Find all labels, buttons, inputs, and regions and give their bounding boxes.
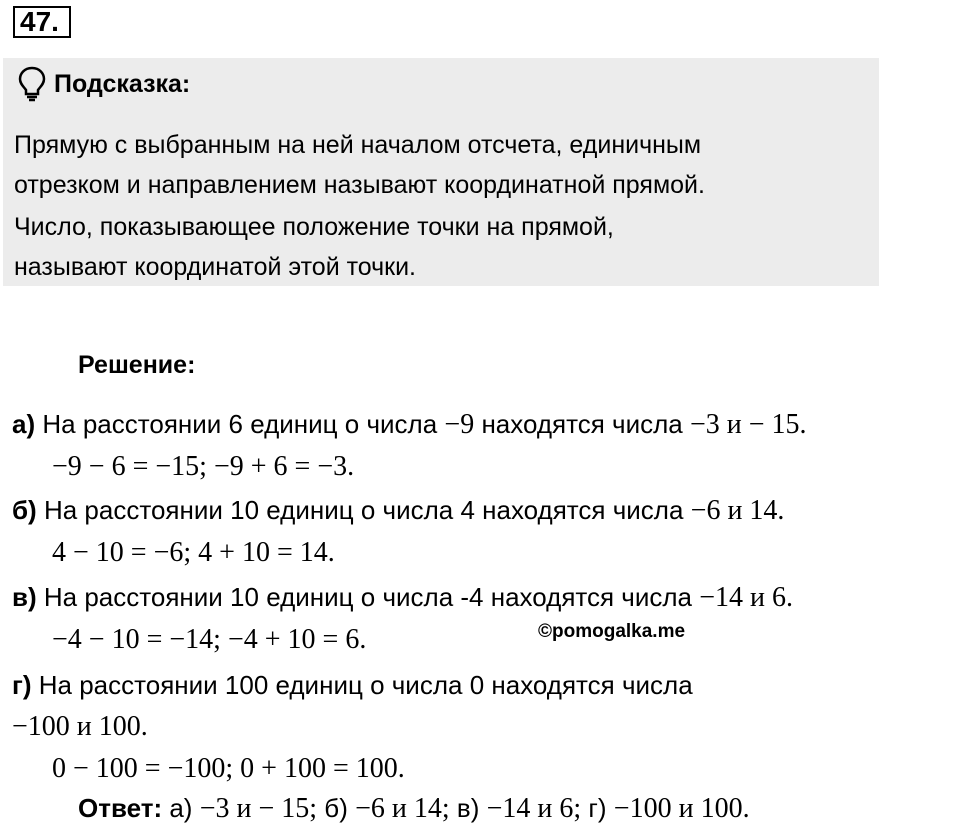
- part-g-line: [12, 668, 693, 702]
- part-g-text: На расстоянии 100 единиц о числа 0 находятся числа: [38, 670, 693, 700]
- part-a-result: −3 и − 15.: [689, 409, 807, 440]
- part-b-label: б): [12, 495, 37, 525]
- part-a-line: [12, 407, 807, 442]
- hint-line: называют координатой этой точки.: [14, 253, 417, 281]
- part-a-label: а): [12, 409, 36, 439]
- answer-a-label: а): [169, 793, 193, 823]
- part-a-verb: находятся числа: [481, 409, 683, 439]
- watermark: ©pomogalka.me: [538, 621, 686, 642]
- lightbulb-icon: [17, 66, 47, 102]
- part-b-calc: 4 − 10 = −6; 4 + 10 = 14.: [52, 537, 335, 568]
- part-g-result: −100 и 100.: [12, 711, 148, 742]
- part-v-line: [12, 580, 793, 615]
- part-a-calc: −9 − 6 = −15; −9 + 6 = −3.: [52, 451, 355, 482]
- hint-line: Прямую с выбранным на ней началом отсчета, единичным: [14, 131, 702, 159]
- part-b-text: На расстоянии 10 единиц о числа 4 находятся числа: [43, 495, 684, 525]
- answer-g-label: г): [588, 793, 607, 823]
- solution-title: Решение:: [78, 351, 196, 379]
- part-g-calc: 0 − 100 = −100; 0 + 100 = 100.: [52, 753, 405, 784]
- part-v-text: На расстоянии 10 единиц о числа -4 находятся числа: [43, 582, 693, 612]
- answer-b-value: −6 и 14;: [355, 793, 450, 824]
- part-v-label: в): [12, 582, 37, 612]
- answer-a-value: −3 и − 15;: [199, 793, 318, 824]
- answer-label: Ответ:: [78, 793, 163, 823]
- part-a-number: −9: [444, 409, 475, 440]
- answer-v-value: −14 и 6;: [486, 793, 582, 824]
- problem-number: 47.: [13, 6, 71, 38]
- answer-b-label: б): [324, 793, 348, 823]
- part-a-text: На расстоянии 6 единиц о числа: [42, 409, 438, 439]
- part-v-result: −14 и 6.: [699, 582, 794, 613]
- hint-title: Подсказка:: [54, 70, 191, 98]
- hint-line: Число, показывающее положение точки на прямой,: [14, 213, 614, 241]
- part-v-calc: −4 − 10 = −14; −4 + 10 = 6.: [52, 624, 367, 655]
- answer-line: [78, 791, 750, 826]
- part-g-label: г): [12, 670, 32, 700]
- part-b-line: [12, 493, 784, 528]
- answer-v-label: в): [456, 793, 480, 823]
- hint-line: отрезком и направлением называют координатной прямой.: [14, 171, 705, 199]
- answer-g-value: −100 и 100.: [613, 793, 750, 824]
- part-b-result: −6 и 14.: [690, 495, 785, 526]
